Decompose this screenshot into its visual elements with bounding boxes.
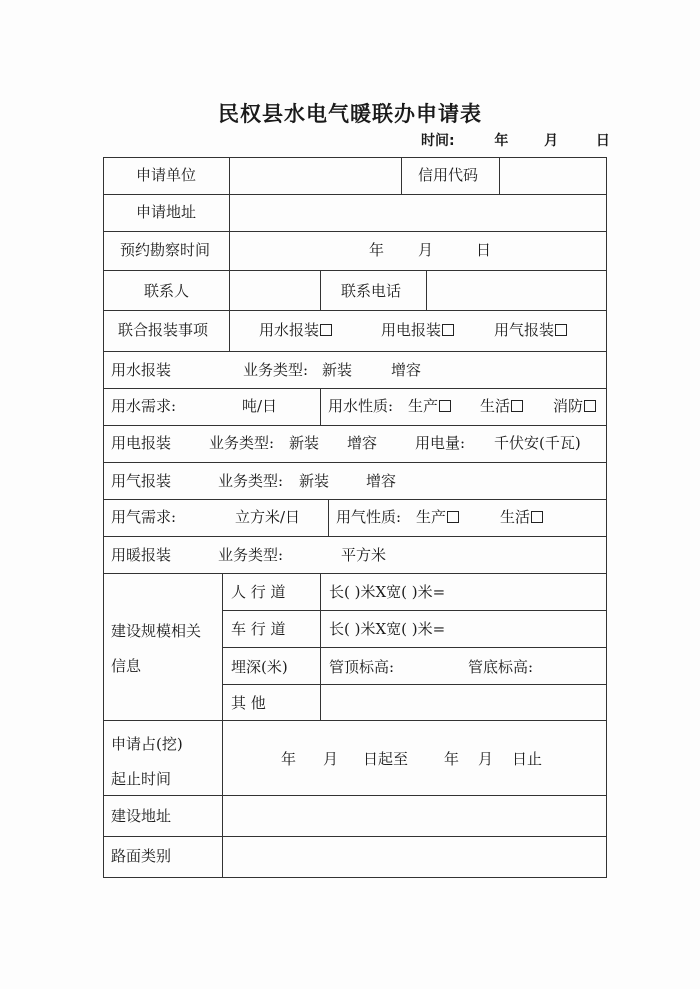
gas-apply-label: 用气报装	[111, 472, 172, 490]
survey-year: 年	[369, 241, 385, 259]
gas-type-new[interactable]: 新装	[299, 472, 330, 490]
gas-nature-living[interactable]	[500, 510, 543, 525]
roadway-formula: 长( )米X宽( )米=	[329, 620, 446, 638]
water-demand-unit: 吨/日	[242, 397, 278, 415]
water-type-label: 业务类型:	[243, 361, 309, 379]
dig-end-month: 月	[478, 750, 494, 768]
power-amount-label: 用电量:	[415, 434, 466, 452]
water-apply-label: 用水报装	[111, 361, 172, 379]
joint-power-option[interactable]	[381, 323, 454, 338]
gas-type-label: 业务类型:	[218, 472, 284, 490]
dig-end-text: 日止	[512, 750, 543, 768]
heat-area-unit: 平方米	[341, 546, 387, 564]
power-type-new[interactable]: 新装	[289, 434, 320, 452]
contact-phone-label: 联系电话	[341, 282, 402, 300]
power-amount-unit: 千伏安(千瓦)	[494, 434, 581, 452]
sidewalk-label: 人 行 道	[231, 583, 286, 601]
applicant-address-label: 申请地址	[136, 203, 197, 221]
gas-type-expand[interactable]: 增容	[366, 472, 397, 490]
power-type-expand[interactable]: 增容	[347, 434, 378, 452]
road-type-label: 路面类别	[111, 847, 172, 865]
applicant-unit-label: 申请单位	[136, 166, 197, 184]
dig-time-label-line2: 起止时间	[111, 770, 172, 788]
joint-water-label: 用水报装	[259, 321, 320, 339]
water-fire-checkbox[interactable]	[584, 400, 596, 412]
survey-time-label: 预约勘察时间	[120, 241, 211, 259]
form-title: 民权县水电气暖联办申请表	[218, 101, 482, 126]
contact-person-label: 联系人	[144, 282, 190, 300]
survey-month: 月	[418, 241, 434, 259]
power-type-label: 业务类型:	[209, 434, 275, 452]
date-label: 时间:	[421, 133, 455, 149]
sidewalk-formula: 长( )米X宽( )米=	[329, 583, 446, 601]
gas-production-label: 生产	[416, 508, 447, 526]
joint-power-label: 用电报装	[381, 321, 442, 339]
survey-day: 日	[476, 241, 492, 259]
gas-living-checkbox[interactable]	[531, 511, 543, 523]
gas-living-label: 生活	[500, 508, 531, 526]
gas-nature-label: 用气性质:	[336, 508, 402, 526]
roadway-label: 车 行 道	[231, 620, 286, 638]
dig-end-year: 年	[444, 750, 460, 768]
pipe-bottom-label: 管底标高:	[468, 658, 534, 676]
date-day: 日	[595, 133, 610, 149]
dig-start-year: 年	[281, 750, 297, 768]
gas-nature-production[interactable]	[416, 510, 459, 525]
heat-type-label: 业务类型:	[218, 546, 284, 564]
joint-gas-label: 用气报装	[494, 321, 555, 339]
credit-code-label: 信用代码	[418, 166, 479, 184]
water-type-expand[interactable]: 增容	[391, 361, 422, 379]
water-demand-label: 用水需求:	[111, 397, 177, 415]
heat-apply-label: 用暖报装	[111, 546, 172, 564]
dig-time-label-line1: 申请占(挖)	[111, 735, 183, 753]
power-apply-label: 用电报装	[111, 434, 172, 452]
gas-demand-label: 用气需求:	[111, 508, 177, 526]
scale-label-line2: 信息	[111, 657, 142, 675]
water-nature-production[interactable]	[408, 399, 451, 414]
joint-matters-label: 联合报装事项	[118, 321, 209, 339]
joint-water-checkbox[interactable]	[320, 324, 332, 336]
dig-start-text: 日起至	[363, 750, 409, 768]
date-year: 年	[494, 133, 509, 149]
water-fire-label: 消防	[553, 397, 584, 415]
water-nature-fire[interactable]	[553, 399, 596, 414]
water-production-label: 生产	[408, 397, 439, 415]
depth-label: 埋深(米)	[231, 658, 288, 676]
water-nature-living[interactable]	[480, 399, 523, 414]
joint-gas-checkbox[interactable]	[555, 324, 567, 336]
joint-power-checkbox[interactable]	[442, 324, 454, 336]
dig-start-month: 月	[323, 750, 339, 768]
water-living-label: 生活	[480, 397, 511, 415]
water-production-checkbox[interactable]	[439, 400, 451, 412]
date-month: 月	[544, 133, 559, 149]
date-line	[421, 130, 610, 150]
water-living-checkbox[interactable]	[511, 400, 523, 412]
joint-gas-option[interactable]	[494, 323, 567, 338]
site-address-label: 建设地址	[111, 807, 172, 825]
pipe-top-label: 管顶标高:	[329, 658, 395, 676]
water-type-new[interactable]: 新装	[322, 361, 353, 379]
gas-production-checkbox[interactable]	[447, 511, 459, 523]
water-nature-label: 用水性质:	[328, 397, 394, 415]
gas-demand-unit: 立方米/日	[235, 508, 301, 526]
joint-water-option[interactable]	[259, 323, 332, 338]
scale-label-line1: 建设规模相关	[111, 622, 202, 640]
other-label: 其 他	[231, 694, 266, 712]
